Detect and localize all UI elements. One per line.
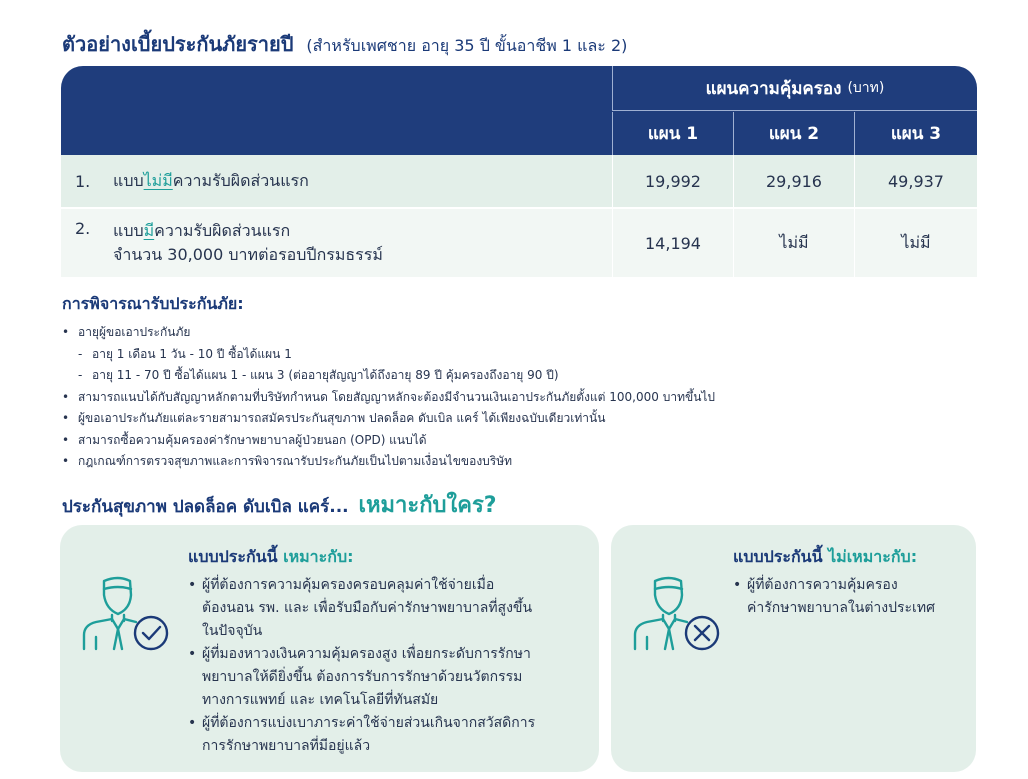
suitability-heading-text: ประกันสุขภาพ ปลดล็อค ดับเบิล แคร์... — [62, 497, 349, 517]
considerations-list — [62, 322, 715, 473]
list-item: • ผู้ขอเอาประกันภัยแต่ละรายสามารถสมัครประกันสุขภาพ ปลดล็อค ดับเบิล แคร์ ได้เพียงฉบับเดียวเท่านั้น — [62, 408, 715, 430]
suitable-title-pre: แบบประกันนี้ — [188, 547, 278, 566]
unsuitable-list — [733, 574, 963, 620]
premium-plan-3: 49,937 — [854, 155, 977, 207]
person-cross-icon — [629, 573, 729, 653]
unsuitable-title-accent: ไม่เหมาะกับ: — [828, 547, 918, 566]
premium-plan-1: 19,992 — [612, 155, 733, 207]
row-description — [75, 209, 383, 277]
suitable-card — [60, 525, 599, 772]
row-text-pre: แบบ — [113, 221, 144, 240]
coverage-label: แผนความคุ้มครอง — [705, 78, 842, 99]
row-number: 2. — [75, 219, 91, 238]
unsuitable-card — [611, 525, 976, 772]
table-row — [61, 209, 977, 277]
suitable-title-accent: เหมาะกับ: — [283, 547, 354, 566]
row-text-highlight: มี — [143, 221, 155, 240]
coverage-unit: (บาท) — [847, 80, 885, 96]
plan-1-header: แผน 1 — [612, 112, 733, 155]
unsuitable-title-pre: แบบประกันนี้ — [733, 547, 823, 566]
list-item: • ผู้ที่ต้องการแบ่งเบาภาระค่าใช้จ่ายส่วนเกินจากสวัสดิการ การรักษาพยาบาลที่มีอยู่แล้ว — [188, 712, 588, 758]
list-item: • ผู้ที่ต้องการความคุ้มครองครอบคลุมค่าใช้จ่ายเมื่อ ต้องนอน รพ. และ เพื่อรับมือกับค่ารักษาพยาบาลที่สูงขึ้น ในปัจจุบัน — [188, 574, 588, 643]
premium-plan-2: ไม่มี — [733, 209, 854, 277]
row-text-post: ความรับผิดส่วนแรก — [172, 171, 309, 190]
suitability-heading — [62, 487, 497, 522]
list-item: • อายุผู้ขอเอาประกันภัย — [62, 322, 715, 344]
title-subtitle: (สำหรับเพศชาย อายุ 35 ปี ขั้นอาชีพ 1 และ 2) — [306, 36, 628, 55]
list-item: - อายุ 1 เดือน 1 วัน - 10 ปี ซื้อได้แผน 1 — [62, 344, 715, 366]
premium-plan-2: 29,916 — [733, 155, 854, 207]
row-number: 1. — [75, 171, 91, 191]
list-item: • สามารถแนบได้กับสัญญาหลักตามที่บริษัทกำหนด โดยสัญญาหลักจะต้องมีจำนวนเงินเอาประกันภัยตั้งแต่ 100,000 บาทขึ้นไป — [62, 387, 715, 409]
row-text-highlight: ไม่มี — [143, 171, 173, 190]
list-item: • ผู้ที่มองหาวงเงินความคุ้มครองสูง เพื่อยกระดับการรักษา พยาบาลให้ดียิ่งขึ้น ต้องการรับการรักษาด้วยนวัตกรรม ทางการแพทย์ และ เทคโนโลยีที่ทันสมัย — [188, 643, 588, 712]
list-item: • กฎเกณฑ์การตรวจสุขภาพและการพิจารณารับประกันภัยเป็นไปตามเงื่อนไขของบริษัท — [62, 451, 715, 473]
table-header — [61, 66, 977, 155]
list-item: • สามารถซื้อความคุ้มครองค่ารักษาพยาบาลผู้ป่วยนอก (OPD) แนบได้ — [62, 430, 715, 452]
person-check-icon — [78, 573, 178, 653]
suitable-list — [188, 574, 588, 758]
row-text-post: ความรับผิดส่วนแรก — [154, 221, 291, 240]
premium-table — [61, 66, 977, 277]
suitable-title — [188, 545, 354, 570]
premium-plan-1: 14,194 — [612, 209, 733, 277]
considerations-title: การพิจารณารับประกันภัย: — [62, 294, 244, 313]
list-item: • ผู้ที่ต้องการความคุ้มครอง ค่ารักษาพยาบาลในต่างประเทศ — [733, 574, 963, 620]
unsuitable-title — [733, 545, 917, 570]
premium-plan-3: ไม่มี — [854, 209, 977, 277]
plan-2-header: แผน 2 — [733, 112, 854, 155]
title-main: ตัวอย่างเบี้ยประกันภัยรายปี — [62, 32, 294, 56]
coverage-header — [612, 66, 977, 111]
row-text-pre: แบบ — [113, 171, 144, 190]
plan-3-header: แผน 3 — [854, 112, 977, 155]
list-item: - อายุ 11 - 70 ปี ซื้อได้แผน 1 - แผน 3 (ต่ออายุสัญญาได้ถึงอายุ 89 ปี คุ้มครองถึงอายุ 90 ปี) — [62, 365, 715, 387]
row-text-line2: จำนวน 30,000 บาทต่อรอบปีกรมธรรม์ — [113, 245, 383, 264]
suitability-heading-accent: เหมาะกับใคร? — [358, 493, 497, 518]
row-description — [75, 155, 309, 207]
table-row — [61, 155, 977, 209]
page-title — [62, 28, 627, 60]
